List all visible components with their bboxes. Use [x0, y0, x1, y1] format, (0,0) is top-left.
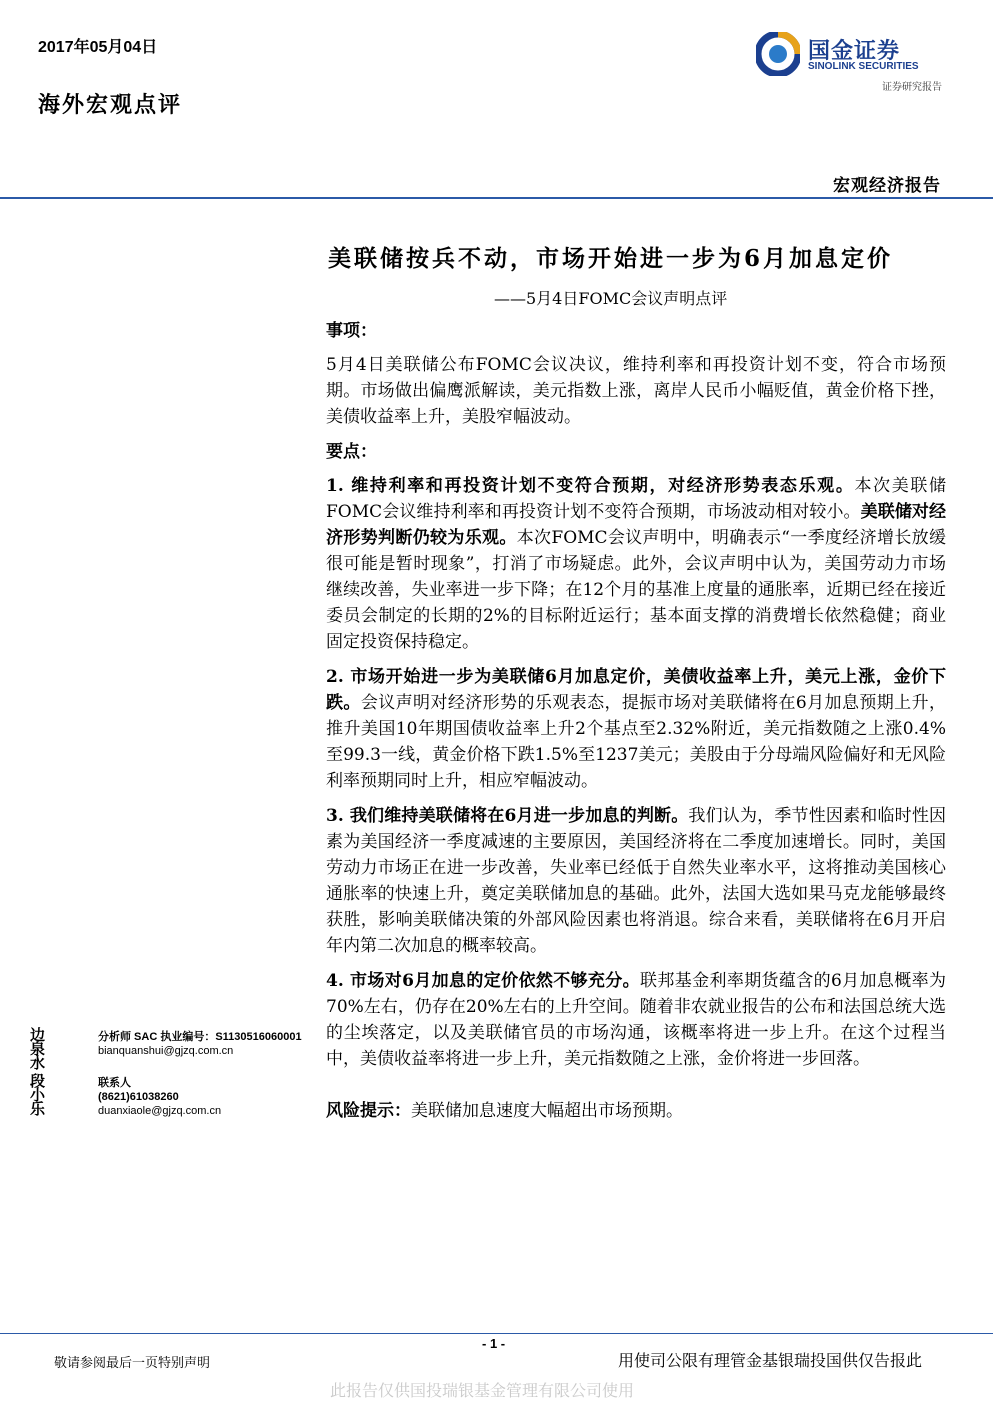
page-number: - 1 - [482, 1336, 506, 1351]
logo-mark-icon [756, 32, 800, 76]
point-3-lead: 3. 我们维持美联储将在6月进一步加息的判断。 [326, 806, 689, 826]
header-divider [0, 197, 993, 199]
analyst-email[interactable]: duanxiaole@gjzq.com.cn [98, 1105, 222, 1117]
analyst-name: 边泉水 [30, 1026, 46, 1072]
point-1-text-a: 本次美联储FOMC会议维持利率和再投资计划不变符合预期，市场波动相对较小。 [326, 476, 946, 522]
report-title: 美联储按兵不动，市场开始进一步为6月加息定价 [328, 245, 894, 272]
point-4 [326, 968, 946, 1072]
matter-heading: 事项： [326, 321, 377, 341]
footer-disclaimer: 敬请参阅最后一页特别声明 [54, 1356, 211, 1371]
watermark: 此报告仅供国投瑞银基金管理有限公司使用 [330, 1381, 635, 1400]
risk-text: 美联储加息速度大幅超出市场预期。 [411, 1101, 683, 1121]
logo-name-cn: 国金证券 [808, 39, 901, 64]
risk-label: 风险提示： [326, 1101, 411, 1121]
point-3 [326, 803, 946, 959]
company-logo [756, 30, 946, 96]
point-1 [326, 473, 946, 655]
analyst-name: 段小乐 [30, 1072, 46, 1118]
point-3-text: 我们认为，季节性因素和临时性因素为美国经济一季度减速的主要原因，美国经济将在二季度加速增长。同时，美国劳动力市场正在进一步改善，失业率已经低于自然失业率水平，这将推动美国核心通胀率的快速上升，奠定美联储加息的基础。此外，法国大选如果马克龙能够最终获胜，影响美联储决策的外部风险因素也将消退。综合来看，美联储将在6月开启年内第二次加息的概率较高。 [326, 806, 947, 956]
point-1-lead-2: 美联储对经济形势判断仍较为乐观。 [326, 502, 947, 548]
analyst-phone: (8621)61038260 [98, 1091, 179, 1103]
report-type: 宏观经济报告 [833, 176, 941, 196]
report-subtitle: ——5月4日FOMC会议声明点评 [494, 289, 728, 308]
date: 2017年05月04日 [38, 39, 158, 56]
matter-paragraph: 5月4日美联储公布FOMC会议决议，维持利率和再投资计划不变，符合市场预期。市场做出偏鹰派解读，美元指数上涨，离岸人民币小幅贬值，黄金价格下挫，美债收益率上升，美股窄幅波动。 [326, 355, 946, 427]
analyst-role: 分析师 SAC 执业编号：S1130516060001 [98, 1031, 302, 1043]
point-2-lead: 2. 市场开始进一步为美联储6月加息定价，美债收益率上升，美元上涨，金价下跌。 [326, 667, 946, 713]
point-1-text-b: 本次FOMC会议声明中，明确表示“一季度经济增长放缓很可能是暂时现象”，打消了市场疑虑。此外，会议声明中认为，美国劳动力市场继续改善，失业率进一步下降；在12个月的基准上度量的通胀率，近期已经在接近委员会制定的长期的2%的目标附近运行；基本面支撑的消费增长依然稳健；商业固定投资保持稳定。 [326, 528, 946, 652]
point-2 [326, 664, 946, 794]
risk-note [326, 1098, 946, 1124]
points-heading: 要点： [326, 442, 377, 462]
point-1-lead: 1. 维持利率和再投资计划不变符合预期，对经济形势表态乐观。 [326, 476, 855, 496]
analyst-role: 联系人 [98, 1077, 131, 1089]
report-body [326, 318, 946, 1133]
footer-notice: 用使司公限有理管金基银瑞投国供仅告报此 [618, 1351, 923, 1370]
point-4-lead: 4. 市场对6月加息的定价依然不够充分。 [326, 971, 641, 991]
report-series: 海外宏观点评 [38, 92, 183, 118]
point-4-text: 联邦基金利率期货蕴含的6月加息概率为70%左右，仍存在20%左右的上升空间。随着非农就业报告的公布和法国总统大选的尘埃落定，以及美联储官员的市场沟通，该概率将进一步上升。在这个过程当中，美债收益率将进一步上升，美元指数随之上涨，金价将进一步回落。 [326, 971, 946, 1069]
logo-name-en: SINOLINK SECURITIES [808, 61, 919, 72]
logo-subtitle: 证券研究报告 [882, 82, 942, 93]
point-2-text: 会议声明对经济形势的乐观表态，提振市场对美联储将在6月加息预期上升，推升美国10年期国债收益率上升2个基点至2.32%附近，美元指数随之上涨0.4%至99.3一线，黄金价格下跌1.5%至1237美元；美股由于分母端风险偏好和无风险利率预期同时上升，相应窄幅波动。 [326, 693, 946, 791]
analyst-email[interactable]: bianquanshui@gjzq.com.cn [98, 1045, 234, 1057]
footer-divider [0, 1333, 993, 1334]
